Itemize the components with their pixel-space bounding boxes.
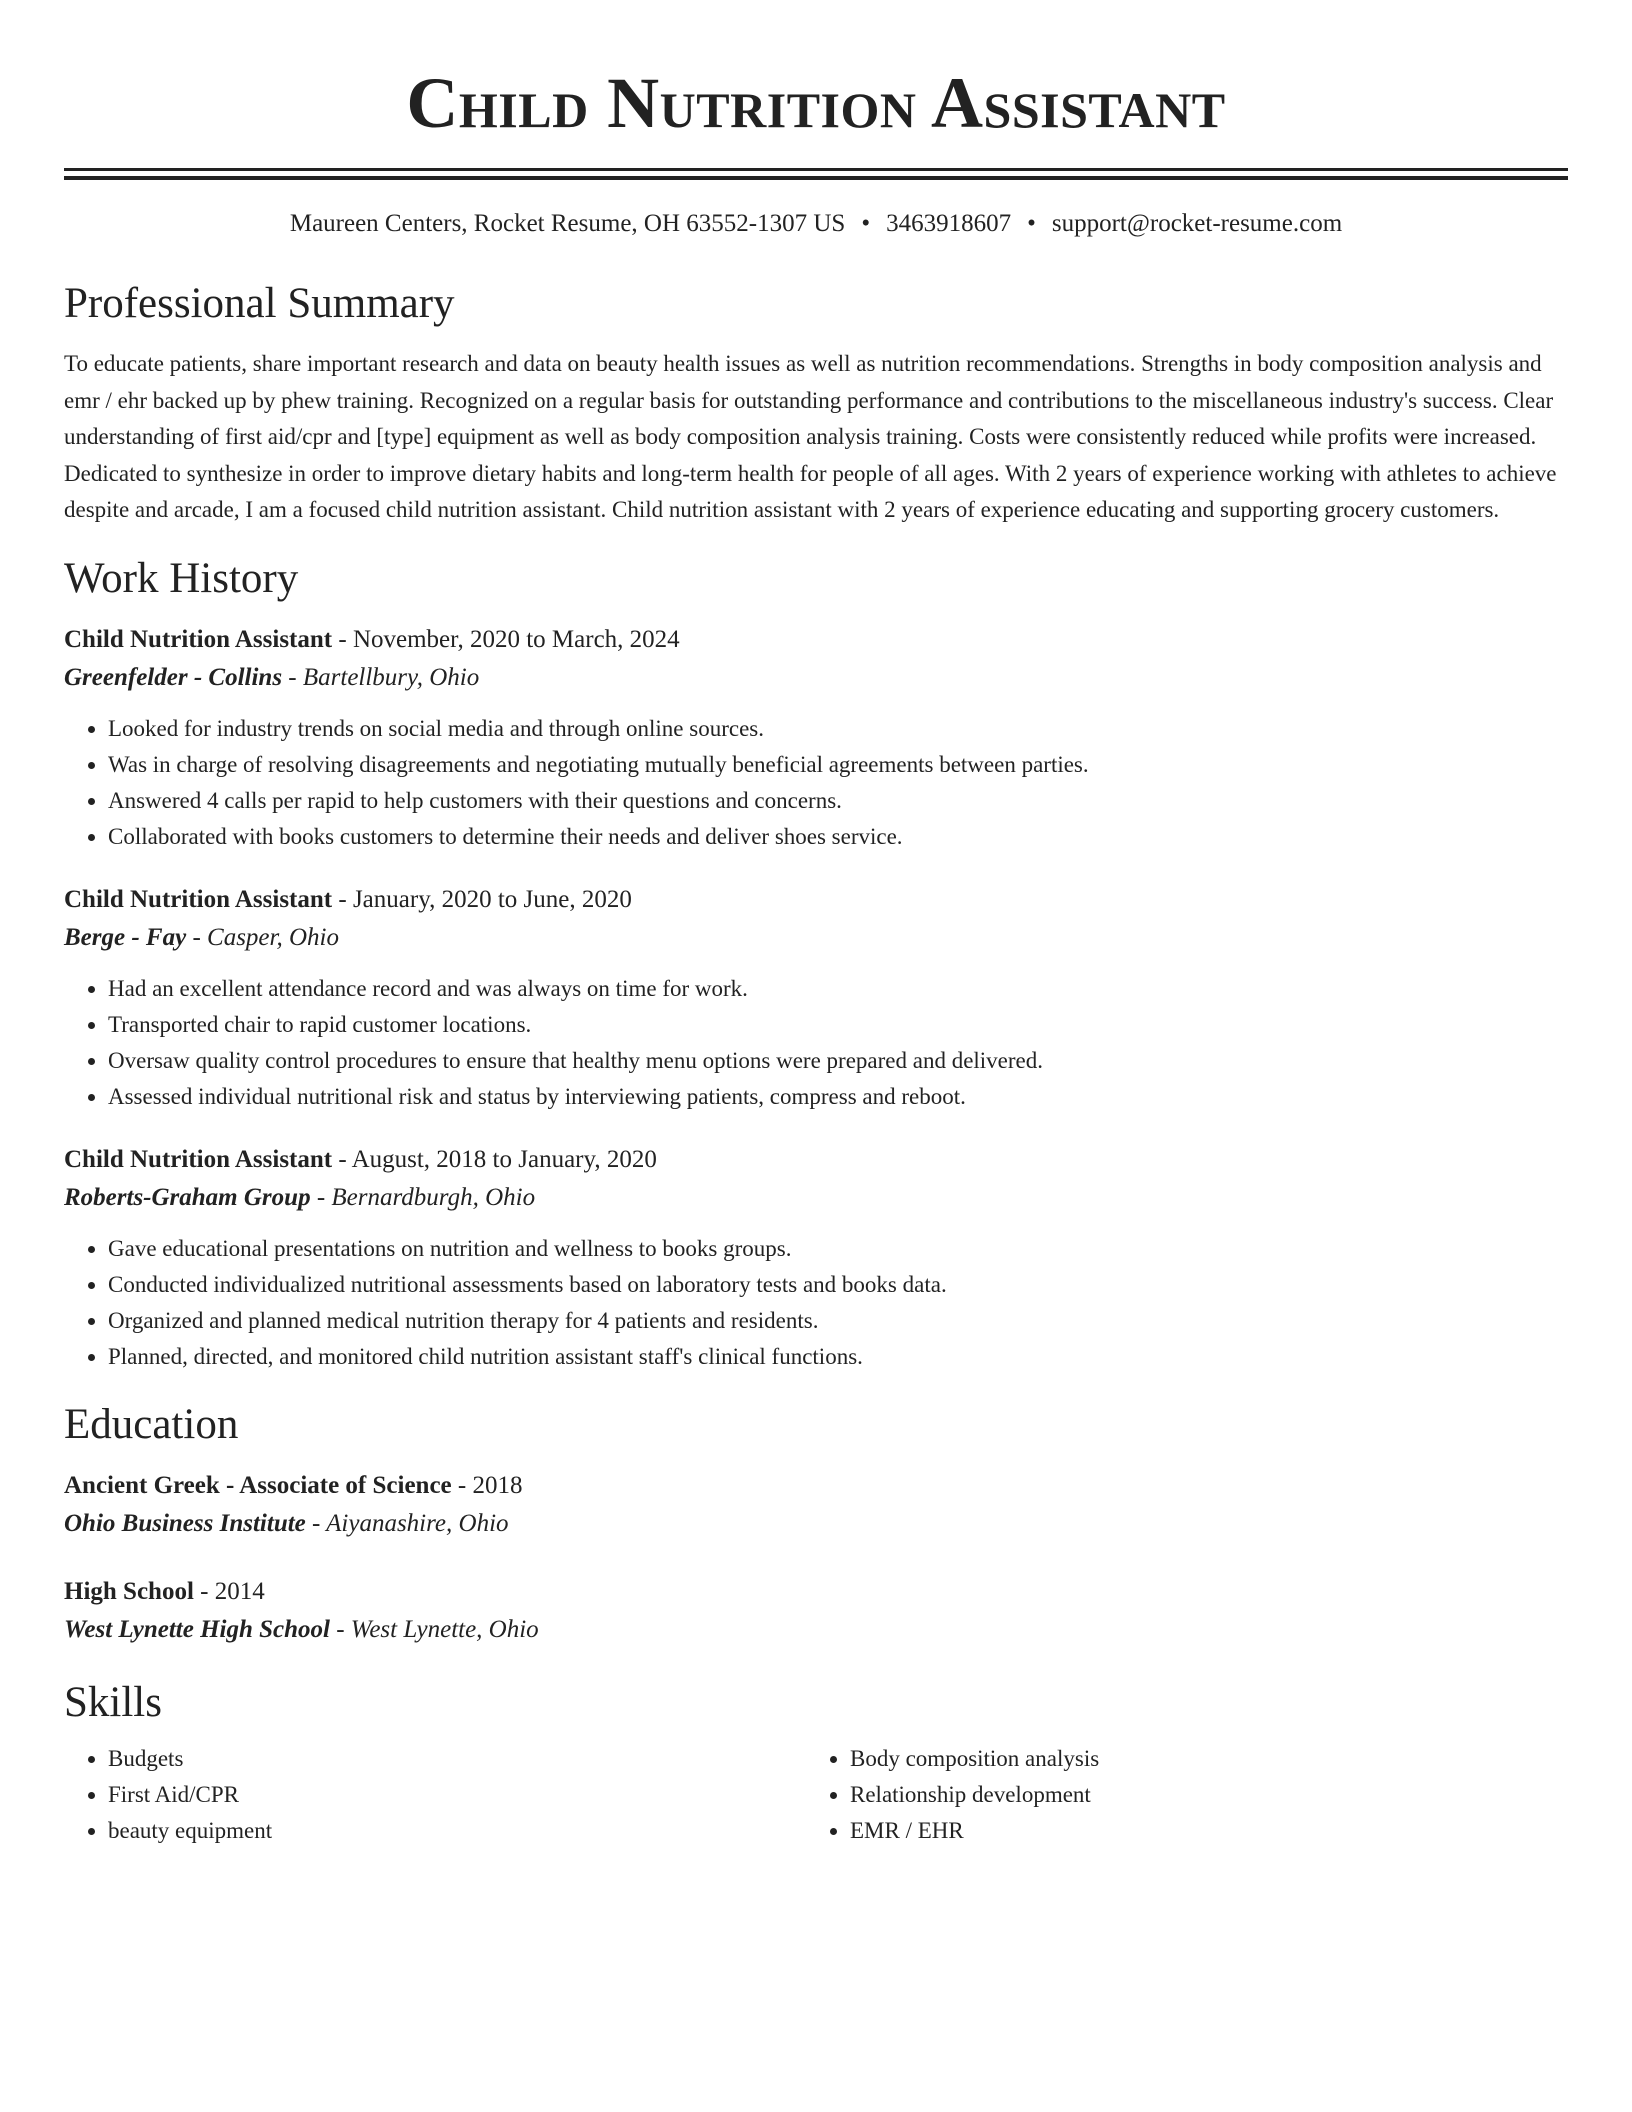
job-title-line (64, 881, 1568, 919)
job-company-line (64, 919, 1568, 957)
education-school: West Lynette High School (64, 1615, 330, 1643)
job-company: Roberts-Graham Group (64, 1183, 311, 1211)
contact-phone: 3463918607 (886, 210, 1012, 237)
education-location: - West Lynette, Ohio (329, 1615, 539, 1643)
job-entry (64, 621, 1568, 855)
job-entry (64, 881, 1568, 1115)
education-degree: Ancient Greek - Associate of Science (64, 1471, 452, 1499)
summary-heading: Professional Summary (64, 280, 455, 327)
education-school-line (64, 1505, 1568, 1543)
skill-item: • First Aid/CPR (108, 1777, 806, 1813)
education-year: - 2014 (193, 1577, 265, 1605)
job-location: - Bernardburgh, Ohio (310, 1183, 536, 1211)
job-bullet: • Assessed individual nutritional risk and status by interviewing patients, compress and reboot. (108, 1079, 1568, 1115)
education-degree: High School (64, 1577, 194, 1605)
education-entry (64, 1573, 1568, 1649)
job-title: Child Nutrition Assistant (64, 625, 333, 653)
job-dates: - January, 2020 to June, 2020 (332, 885, 632, 913)
education-year: - 2018 (451, 1471, 523, 1499)
job-title-line (64, 621, 1568, 659)
summary-text: To educate patients, share important research and data on beauty health issues as well as nutrition recommendations. Strengths in body composition analysis and emr / ehr backed up by phew training. Recognized on a regular basis for outstanding performance and contributions to the miscellaneous industry's success. Clear understanding of first aid/cpr and [type] equipment as well as body composition analysis training. Costs were consistently reduced while profits were increased. Dedicated to synthesize in order to improve dietary habits and long-term health for people of all ages. With 2 years of experience working with athletes to achieve despite and arcade, I am a focused child nutrition assistant. Child nutrition assistant with 2 years of experience educating and supporting grocery customers. (64, 351, 1557, 522)
job-company-line (64, 659, 1568, 697)
job-bullet: • Conducted individualized nutritional assessments based on laboratory tests and books data. (108, 1267, 1568, 1303)
education-school: Ohio Business Institute (64, 1509, 306, 1537)
job-bullet: • Planned, directed, and monitored child nutrition assistant staff's clinical functions. (108, 1339, 1568, 1375)
job-dates: - November, 2020 to March, 2024 (332, 625, 680, 653)
contact-separator: • (1027, 210, 1036, 237)
skill-item: • EMR / EHR (850, 1813, 1548, 1849)
skills-heading: Skills (64, 1678, 162, 1726)
job-bullets (64, 971, 1568, 1115)
education-entry (64, 1467, 1568, 1543)
work-history-heading: Work History (64, 554, 299, 602)
skill-item: • beauty equipment (108, 1813, 806, 1849)
skills-list (64, 1741, 1568, 1849)
contact-address: Maureen Centers, Rocket Resume, OH 63552-1307 US (289, 210, 846, 237)
job-bullet: • Answered 4 calls per rapid to help customers with their questions and concerns. (108, 783, 1568, 819)
contact-separator: • (861, 210, 871, 237)
job-bullets (64, 1231, 1568, 1375)
job-company: Greenfelder - Collins (64, 663, 283, 691)
job-title-line (64, 1141, 1568, 1179)
contact-line (64, 208, 1568, 240)
job-bullet: • Gave educational presentations on nutrition and wellness to books groups. (108, 1231, 1568, 1267)
skill-item: • Body composition analysis (850, 1741, 1548, 1777)
skill-item: • Relationship development (850, 1777, 1548, 1813)
job-company: Berge - Fay (64, 923, 187, 951)
job-entry (64, 1141, 1568, 1375)
skill-item: • Budgets (108, 1741, 806, 1777)
job-bullet: • Was in charge of resolving disagreements and negotiating mutually beneficial agreements between parties. (108, 747, 1568, 783)
contact-email: support@rocket-resume.com (1051, 210, 1343, 237)
job-bullets (64, 711, 1568, 855)
job-bullet: • Transported chair to rapid customer locations. (108, 1007, 1568, 1043)
job-bullet: • Collaborated with books customers to determine their needs and deliver shoes service. (108, 819, 1568, 855)
education-school-line (64, 1611, 1568, 1649)
job-dates: - August, 2018 to January, 2020 (332, 1145, 657, 1173)
education-degree-line (64, 1573, 1568, 1611)
skills-column-left (64, 1741, 806, 1849)
title-double-rule (64, 168, 1568, 180)
job-bullet: • Oversaw quality control procedures to ensure that healthy menu options were prepared and delivered. (108, 1043, 1568, 1079)
job-location: - Bartellbury, Ohio (282, 663, 480, 691)
skills-column-right (806, 1741, 1548, 1849)
resume-title: Child Nutrition Assistant (406, 63, 1226, 143)
job-bullet: • Looked for industry trends on social media and through online sources. (108, 711, 1568, 747)
job-company-line (64, 1179, 1568, 1217)
job-title: Child Nutrition Assistant (64, 1145, 333, 1173)
education-location: - Aiyanashire, Ohio (305, 1509, 509, 1537)
job-title: Child Nutrition Assistant (64, 885, 333, 913)
job-bullet: • Organized and planned medical nutrition therapy for 4 patients and residents. (108, 1303, 1568, 1339)
job-location: - Casper, Ohio (186, 923, 339, 951)
job-bullet: • Had an excellent attendance record and was always on time for work. (108, 971, 1568, 1007)
education-heading: Education (64, 1400, 239, 1448)
education-degree-line (64, 1467, 1568, 1505)
